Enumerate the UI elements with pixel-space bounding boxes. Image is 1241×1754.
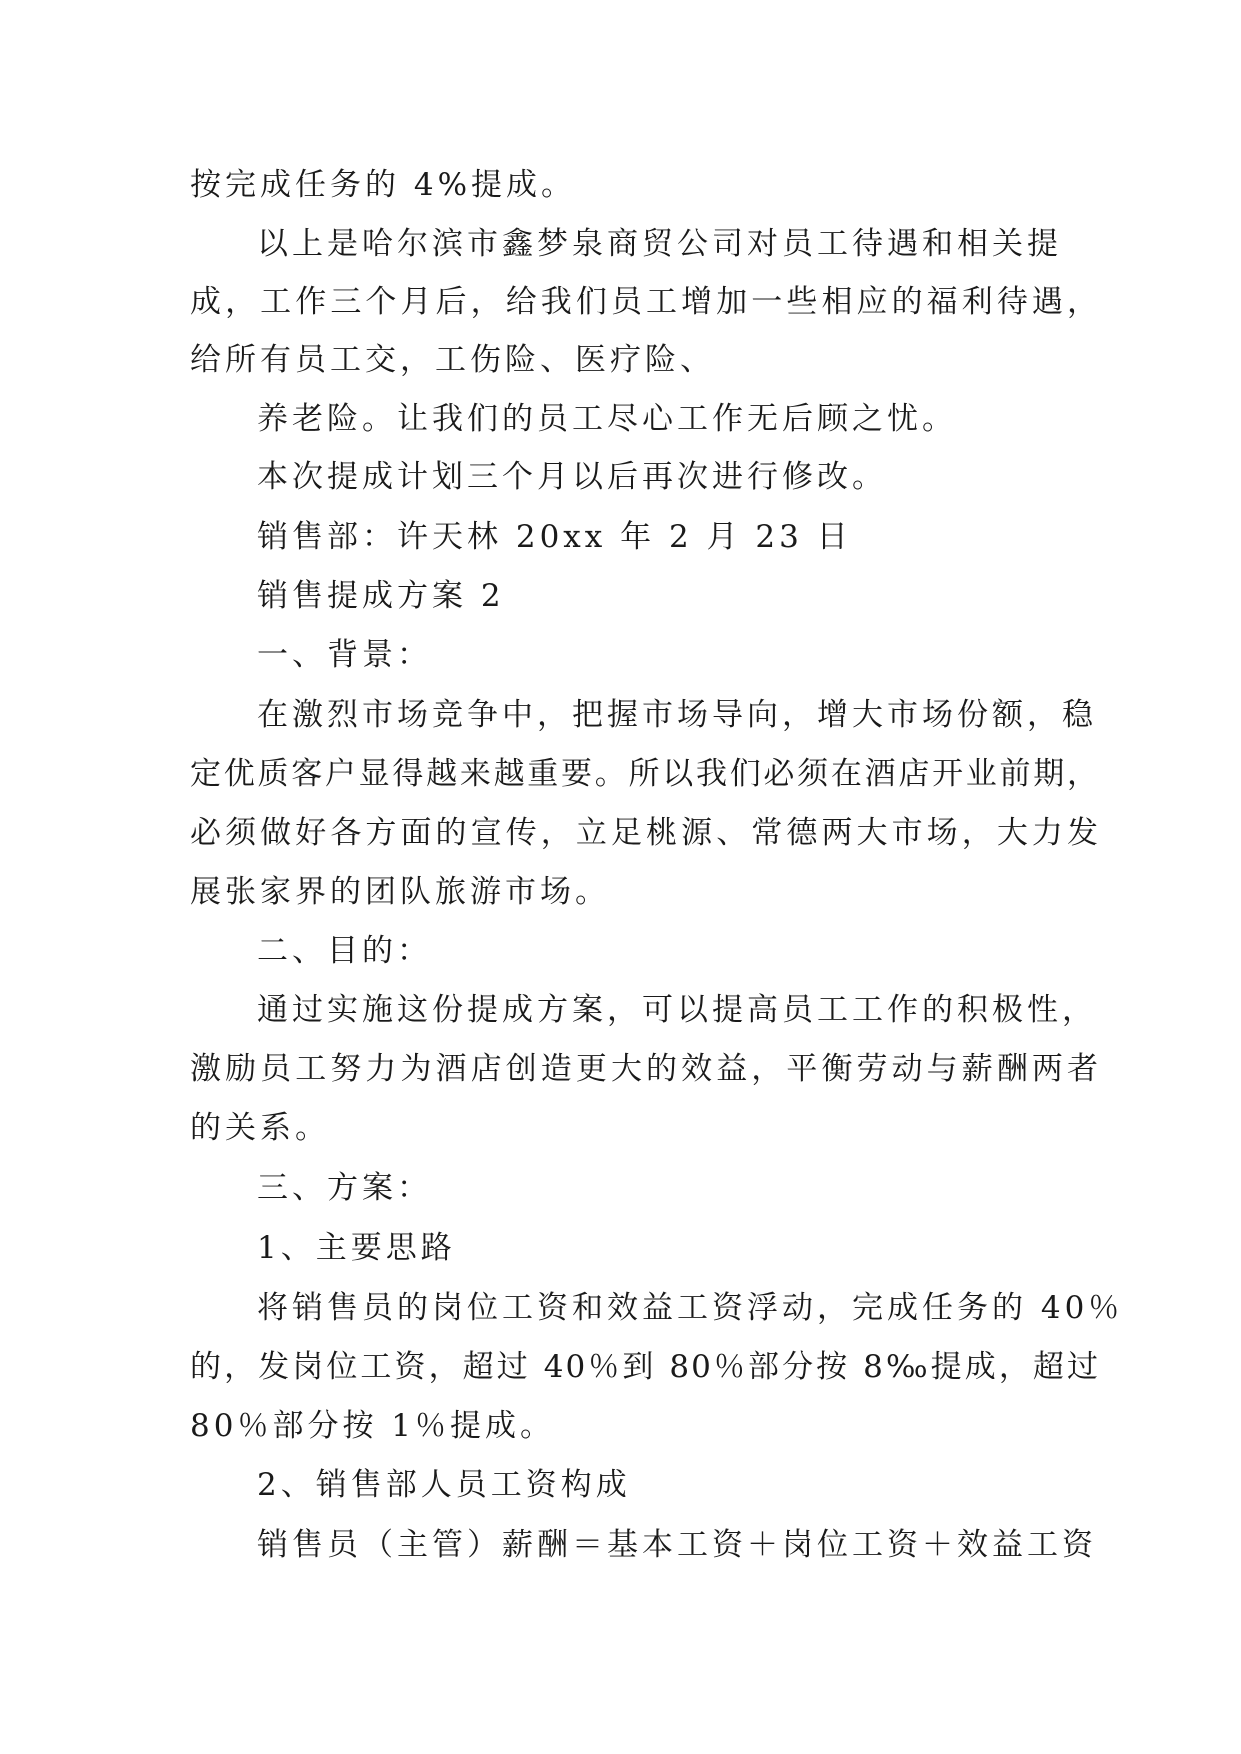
paragraph-line: 定优质客户显得越来越重要。所以我们必须在酒店开业前期， — [190, 756, 1100, 792]
paragraph-line: 必须做好各方面的宣传，立足桃源、常德两大市场，大力发 — [190, 815, 1100, 851]
paragraph-line: 的关系。 — [190, 1110, 330, 1146]
paragraph-line: 以上是哈尔滨市鑫梦泉商贸公司对员工待遇和相关提 — [257, 226, 1062, 262]
paragraph-line: 80％部分按 1％提成。 — [190, 1408, 556, 1444]
subheading-main-idea: 1、主要思路 — [257, 1230, 456, 1266]
signature-line: 销售部：许天林 20xx 年 2 月 23 日 — [257, 519, 852, 555]
paragraph-line: 给所有员工交，工伤险、医疗险、 — [190, 342, 715, 378]
paragraph-line: 养老险。让我们的员工尽心工作无后顾之忧。 — [257, 401, 957, 437]
paragraph-line: 展张家界的团队旅游市场。 — [190, 874, 610, 910]
subheading-salary-structure: 2、销售部人员工资构成 — [257, 1467, 631, 1503]
heading-purpose: 二、目的： — [257, 933, 432, 969]
paragraph-line: 在激烈市场竞争中，把握市场导向，增大市场份额，稳 — [257, 697, 1097, 733]
section-title: 销售提成方案 2 — [257, 578, 505, 614]
paragraph-line: 销售员（主管）薪酬＝基本工资＋岗位工资＋效益工资 — [257, 1527, 1097, 1563]
heading-background: 一、背景： — [257, 637, 432, 673]
paragraph-line: 成，工作三个月后，给我们员工增加一些相应的福利待遇， — [190, 284, 1100, 320]
paragraph-line: 激励员工努力为酒店创造更大的效益，平衡劳动与薪酬两者 — [190, 1051, 1100, 1087]
paragraph-line: 按完成任务的 4%提成。 — [190, 167, 577, 203]
paragraph-line: 通过实施这份提成方案，可以提高员工工作的积极性， — [257, 992, 1097, 1028]
paragraph-line: 本次提成计划三个月以后再次进行修改。 — [257, 459, 887, 495]
paragraph-line: 的，发岗位工资，超过 40％到 80％部分按 8‰提成，超过 — [190, 1349, 1100, 1385]
paragraph-line: 将销售员的岗位工资和效益工资浮动，完成任务的 40％ — [257, 1290, 1124, 1326]
heading-plan: 三、方案： — [257, 1170, 432, 1206]
